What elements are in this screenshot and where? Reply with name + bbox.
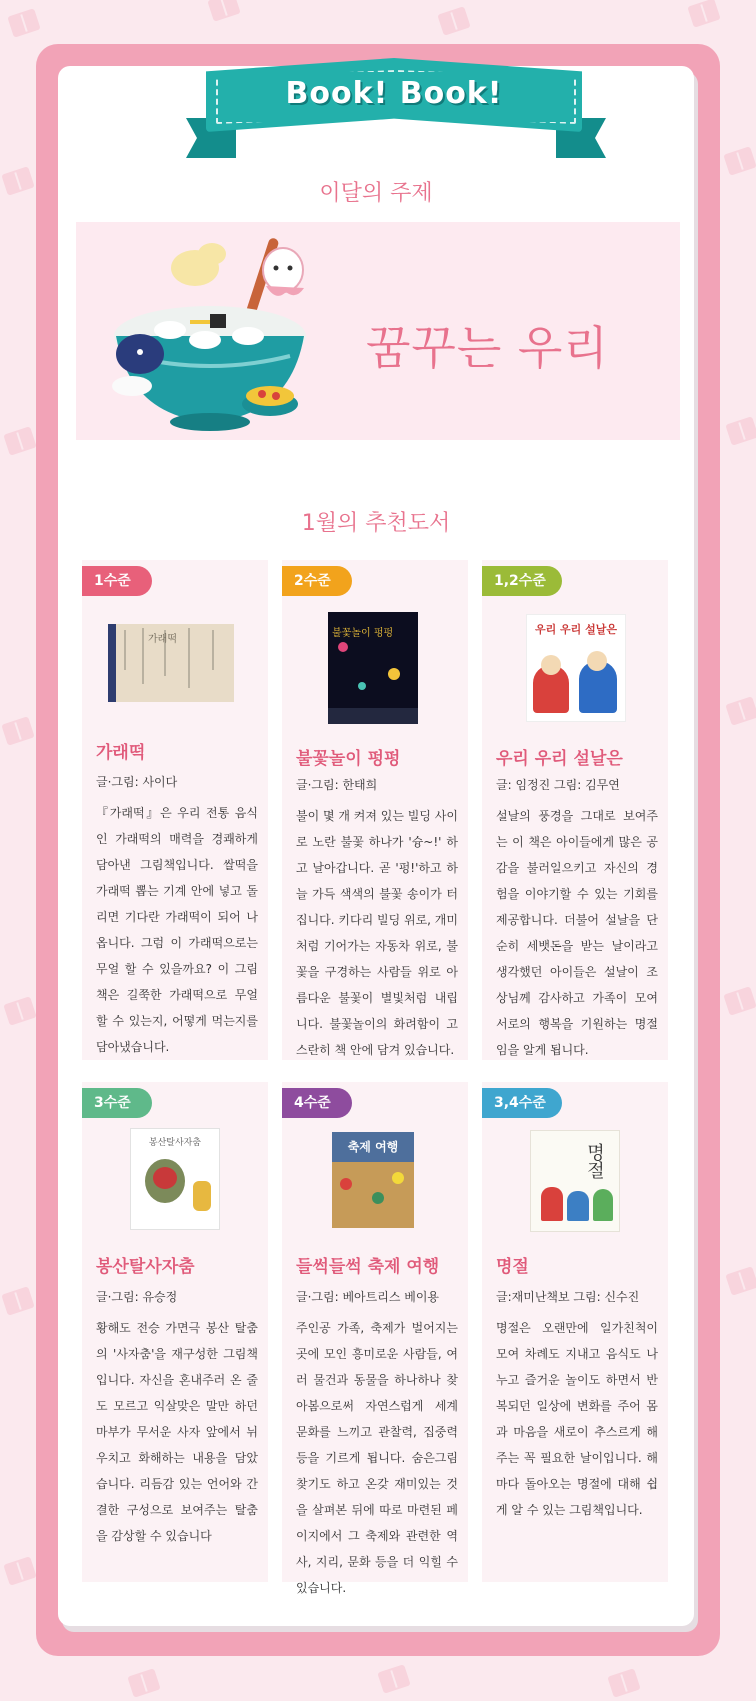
background-book-icon (725, 1266, 756, 1296)
book-cover-title: 불꽃놀이 펑펑 (332, 628, 394, 639)
book-cover-image (530, 1130, 620, 1232)
level-badge: 4수준 (282, 1088, 352, 1118)
book-description: 황해도 전승 가면극 봉산 탈춤의 '사자춤'을 재구성한 그림책입니다. 자신을 혼내주러 온 줄도 모르고 익살맞은 말만 하던 마부가 무서운 사자 앞에서 뉘우치고 화해하는 내용을 담았습니다. 리듬감 있는 언어와 간결한 구성으로 보여주는 탈춤을 감상할 수 있습니다 (96, 1321, 258, 1543)
background-book-icon (723, 146, 756, 176)
book-cover-image (108, 624, 234, 702)
book-title: 명절 (496, 1257, 529, 1277)
book-title: 봉산탈사자춤 (96, 1257, 195, 1277)
book-title: 불꽃놀이 펑펑 (296, 749, 401, 769)
level-badge: 2수준 (282, 566, 352, 596)
book-description: 불이 몇 개 켜져 있는 빌딩 사이로 노란 불꽃 하나가 '슝~!' 하고 날아갑니다. 곧 '펑!'하고 하늘 가득 색색의 불꽃 송이가 터집니다. 키다리 빌딩 위로, 개미처럼 기어가는 자동차 위로, 불꽃을 구경하는 사람들 위로 아름다운 불꽃이 별빛처럼 내립니다. 불꽃놀이의 화려함이 고스란히 책 안에 담겨 있습니다. (296, 809, 458, 1057)
background-book-icon (7, 8, 40, 38)
book-cover-title: 축제 여행 (347, 1140, 399, 1154)
book-cover-image (332, 1132, 414, 1228)
book-author: 글·그림: 한태희 (296, 778, 378, 792)
background-book-icon (1, 1286, 34, 1316)
book-description: 설날의 풍경을 그대로 보여주는 이 책은 아이들에게 많은 공감을 불러일으키고 자신의 경험을 이야기할 수 있는 기회를 제공합니다. 더불어 설날을 단순히 세뱃돈을 받는 날이라고 생각했던 아이들은 설날이 조상님께 감사하고 가족이 모여 서로의 행복을 기원하는 명절임을 알게 됩니다. (496, 809, 658, 1057)
book-author: 글: 임정진 그림: 김무연 (496, 778, 620, 792)
book-description: 『가래떡』은 우리 전통 음식인 가래떡의 매력을 경쾌하게 담아낸 그림책입니다. 쌀떡을 가래떡 뽑는 기계 안에 넣고 돌리면 기다란 가래떡이 되어 나옵니다. 그럼 이 가래떡으로는 무얼 할 수 있을까요? 이 그림책은 길쭉한 가래떡으로 무얼 할 수 있는지, 어떻게 먹는지를 담아냈습니다. (96, 806, 258, 1054)
background-book-icon (687, 0, 720, 28)
theme-title: 꿈꾸는 우리 (366, 321, 609, 375)
background-book-icon (3, 996, 36, 1026)
level-badge: 1수준 (82, 566, 152, 596)
background-book-icon (725, 416, 756, 446)
background-book-icon (3, 1556, 36, 1586)
background-book-icon (437, 6, 470, 36)
background-book-icon (127, 1668, 160, 1698)
book-author: 글·그림: 베아트리스 베이용 (296, 1290, 439, 1304)
book-cover-title: 봉산탈사자춤 (148, 1138, 202, 1148)
recommend-heading: 1월의 추천도서 (301, 511, 451, 536)
book-cover-image (130, 1128, 220, 1230)
book-cover-image (328, 612, 418, 724)
rice-cake-soup-illustration (110, 226, 330, 440)
ribbon-title: Book! Book! (285, 76, 503, 111)
book-title: 들썩들썩 축제 여행 (296, 1257, 440, 1277)
book-cover-title: 가래떡 (148, 634, 177, 645)
book-description: 주인공 가족, 축제가 벌어지는 곳에 모인 흥미로운 사람들, 여러 물건과 동물을 하나하나 찾아봄으로써 자연스럽게 세계 문화를 느끼고 관찰력, 집중력 등을 기르게 됩니다. 숨은그림찾기도 하고 온갖 재미있는 것을 살펴본 뒤에 따로 마련된 페이지에서 그 축제와 관련한 역사, 지리, 문화 등을 더 익힐 수 있습니다. (296, 1321, 458, 1595)
book-description: 명절은 오랜만에 일가친척이 모여 차례도 지내고 음식도 나누고 즐거운 놀이도 하면서 반복되던 일상에 변화를 주어 몸과 마음을 새로이 추스르게 해주는 꼭 필요한 날이입니다. 해마다 돌아오는 명절에 대해 쉽게 알 수 있는 그림책입니다. (496, 1321, 658, 1517)
level-badge: 3수준 (82, 1088, 152, 1118)
book-cover-title: 우리 우리 설날은 (534, 623, 618, 636)
theme-heading: 이달의 주제 (319, 181, 433, 206)
background-book-icon (1, 166, 34, 196)
background-book-icon (377, 1664, 410, 1694)
book-title: 우리 우리 설날은 (496, 749, 623, 769)
background-book-icon (1, 716, 34, 746)
book-author: 글:재미난책보 그림: 신수진 (496, 1290, 640, 1304)
book-author: 글·그림: 유승정 (96, 1290, 178, 1304)
book-cover-title: 명절 (584, 1143, 605, 1179)
level-badge: 3,4수준 (482, 1088, 562, 1118)
book-cover-image (526, 614, 626, 722)
book-title: 가래떡 (96, 743, 146, 763)
background-book-icon (207, 0, 240, 22)
book-author: 글·그림: 사이다 (96, 775, 178, 789)
background-book-icon (3, 426, 36, 456)
background-book-icon (723, 986, 756, 1016)
level-badge: 1,2수준 (482, 566, 562, 596)
background-book-icon (725, 696, 756, 726)
background-book-icon (607, 1668, 640, 1698)
